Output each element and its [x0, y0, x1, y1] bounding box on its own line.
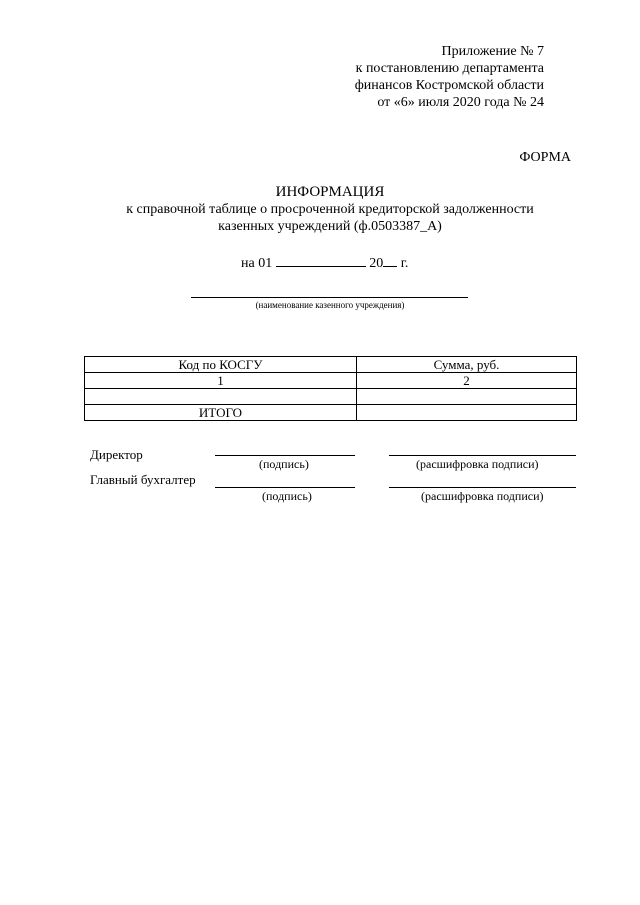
accountant-decode-caption: (расшифровка подписи) — [421, 489, 544, 503]
accountant-signature-line[interactable] — [215, 487, 355, 488]
chief-accountant-label: Главный бухгалтер — [90, 472, 196, 487]
title-line-3: казенных учреждений (ф.0503387_А) — [218, 219, 442, 234]
director-signature-caption: (подпись) — [259, 457, 309, 471]
date-line — [241, 254, 408, 272]
annex-line-2: к постановлению департамента — [355, 61, 544, 76]
accountant-decode-line[interactable] — [389, 487, 576, 488]
director-label: Директор — [90, 447, 143, 462]
document-title — [0, 184, 640, 235]
annex-line-1: Приложение № 7 — [441, 44, 544, 59]
director-signature-line[interactable] — [215, 455, 355, 456]
institution-caption: (наименование казенного учреждения) — [255, 300, 405, 310]
date-prefix: на 01 — [241, 256, 273, 271]
date-suffix: г. — [400, 256, 409, 271]
director-decode-caption: (расшифровка подписи) — [416, 457, 539, 471]
total-amount-cell[interactable] — [357, 405, 577, 421]
form-label: ФОРМА — [519, 150, 571, 165]
total-label: ИТОГО — [85, 405, 357, 421]
table-number-row — [85, 373, 577, 389]
date-year-prefix: 20 — [369, 256, 384, 271]
accountant-signature-caption: (подпись) — [262, 489, 312, 503]
debt-table — [84, 356, 577, 421]
director-decode-line[interactable] — [389, 455, 576, 456]
table-total-row — [85, 405, 577, 421]
kosgu-cell[interactable] — [85, 389, 357, 405]
date-year-blank[interactable] — [383, 254, 397, 267]
header-kosgu: Код по КОСГУ — [85, 357, 357, 373]
annex-line-4: от «6» июля 2020 года № 24 — [377, 95, 544, 110]
annex-line-3: финансов Костромской области — [354, 78, 544, 93]
table-row — [85, 389, 577, 405]
title-heading: ИНФОРМАЦИЯ — [275, 184, 385, 200]
header-amount: Сумма, руб. — [357, 357, 577, 373]
title-line-2: к справочной таблице о просроченной кредиторской задолженности — [126, 202, 534, 217]
institution-name-line[interactable] — [191, 297, 468, 298]
column-number-1: 1 — [85, 373, 357, 389]
amount-cell[interactable] — [357, 389, 577, 405]
table-header-row — [85, 357, 577, 373]
annex-block — [355, 43, 544, 111]
date-month-blank[interactable] — [276, 254, 366, 267]
column-number-2: 2 — [357, 373, 577, 389]
